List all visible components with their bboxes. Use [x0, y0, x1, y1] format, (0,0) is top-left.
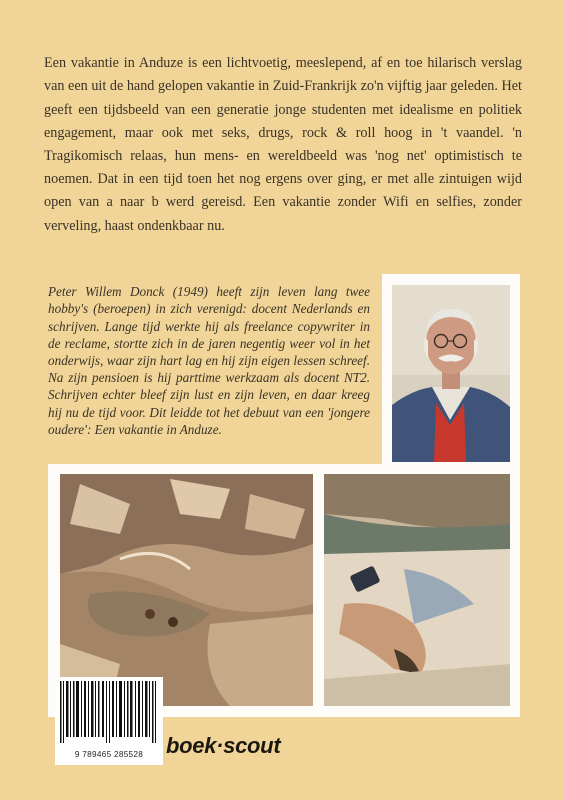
- isbn-number: 9 789465 285528: [74, 750, 144, 759]
- barcode-bars: [55, 677, 163, 747]
- back-cover-blurb: Een vakantie in Anduze is een lichtvoetig, meeslepend, af en toe hilarisch verslag van een uit de hand gelopen vakantie in Zuid-Frankrijk zo'n vijftig jaar geleden. Het geeft een tijdsbeeld van een generatie jonge studenten met idealisme en politiek engagement, maar ook met seks, drugs, rock & roll hoog in 't vaandel. 'n Tragikomisch relaas, hun mens- en wereldbeeld was 'nog net' optimistisch te noemen. Dat in een tijd toen het nog ergens over ging, er met alle zintuigen wijd open van a naar b werd gereisd. Een vakantie zonder Wifi en selfies, zonder verveling, haast ondenkbaar nu.: [44, 55, 522, 234]
- barcode: [55, 677, 163, 765]
- publisher-logo: boek·scout: [166, 733, 281, 758]
- river-photo: [60, 474, 313, 706]
- author-bio: Peter Willem Donck (1949) heeft zijn leven lang twee hobby's (beroepen) in zich verenigd: docent Nederlands en schrijven. Lange tijd werkte hij als freelance copywriter in de reclame, stortte zich in de jaren negentig weer vol in het onderwijs, waar zijn hart lag en hij zijn eigen lessen schreef. Na zijn pensioen is hij parttime werkzaam als docent NT2. Schrijven echter bleef zijn lust en zijn leven, en daar kreeg hij nu de tijd voor. Dit leidde tot het debuut van een 'jongere oudere': Een vakantie in Anduze.: [48, 284, 370, 437]
- sunbathing-photo: [324, 474, 510, 706]
- author-portrait: [392, 285, 510, 462]
